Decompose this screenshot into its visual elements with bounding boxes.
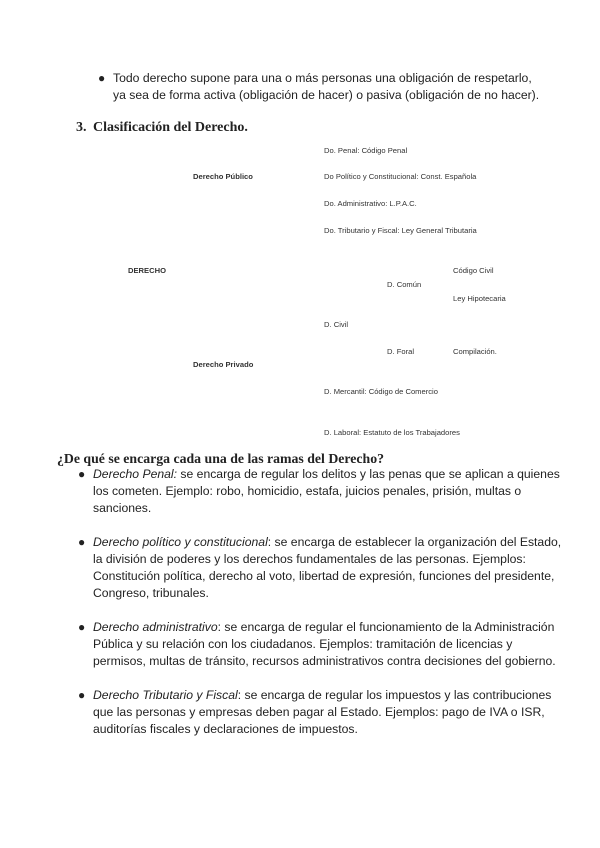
root-label: DERECHO [128, 266, 166, 275]
section-title: Clasificación del Derecho. [93, 120, 248, 135]
list-item [78, 534, 563, 602]
item-term: Derecho Penal: [93, 467, 178, 481]
privado-label: Derecho Privado [193, 360, 254, 369]
bullet-icon: ● [78, 620, 86, 634]
ley-hipotecaria: Ley Hipotecaria [453, 294, 506, 303]
branches-list [78, 466, 563, 755]
item-term: Derecho Tributario y Fiscal [93, 688, 238, 702]
item-text: : se encarga de establecer la organización del Estado, la división de poderes y los derechos fundamentales de las personas. Ejemplos: Constitución política, derecho al voto, libertad de expresión, funciones del presidente, Congreso, tribunales. [93, 535, 562, 600]
publico-item-tributario: Do. Tributario y Fiscal: Ley General Tributaria [324, 226, 477, 235]
derecho-mercantil: D. Mercantil: Código de Comercio [324, 387, 438, 396]
intro-line-1: Todo derecho supone para una o más personas una obligación de respetarlo, [113, 71, 532, 85]
list-item [78, 619, 563, 670]
list-item [78, 466, 563, 517]
item-text: : se encarga de regular los impuestos y las contribuciones que las personas y empresas deben pagar al Estado. Ejemplos: pago de IVA o ISR, auditorías fiscales y declaraciones de impuestos. [93, 688, 552, 736]
derecho-comun: D. Común [387, 280, 422, 289]
bullet-icon: ● [98, 71, 106, 85]
bullet-icon: ● [78, 688, 86, 702]
item-text: se encarga de regular los delitos y las penas que se aplican a quienes los cometen. Ejemplo: robo, homicidio, estafa, juicios penales, prisión, multas o sanciones. [93, 467, 560, 515]
question-heading: ¿De qué se encarga cada una de las ramas del Derecho? [57, 451, 385, 466]
list-item [78, 687, 563, 738]
derecho-foral: D. Foral [387, 347, 415, 356]
derecho-laboral: D. Laboral: Estatuto de los Trabajadores [324, 428, 460, 437]
publico-item-penal: Do. Penal: Código Penal [324, 146, 408, 155]
derecho-civil: D. Civil [324, 320, 349, 329]
item-text: : se encarga de regular el funcionamiento de la Administración Pública y su relación con los ciudadanos. Ejemplos: tramitación de licencias y permisos, multas de tránsito, recursos administrativos contra decisiones del gobierno. [93, 620, 556, 668]
section-number: 3. [76, 120, 87, 135]
publico-item-politico: Do Político y Constitucional: Const. Española [324, 172, 477, 181]
codigo-civil: Código Civil [453, 266, 494, 275]
publico-item-administrativo: Do. Administrativo: L.P.A.C. [324, 199, 417, 208]
intro-line-2: ya sea de forma activa (obligación de hacer) o pasiva (obligación de no hacer). [113, 88, 540, 102]
item-term: Derecho administrativo [93, 620, 218, 634]
bullet-icon: ● [78, 467, 86, 481]
publico-label: Derecho Público [193, 172, 253, 181]
compilacion: Compilación. [453, 347, 497, 356]
bullet-icon: ● [78, 535, 86, 549]
item-term: Derecho político y constitucional [93, 535, 268, 549]
